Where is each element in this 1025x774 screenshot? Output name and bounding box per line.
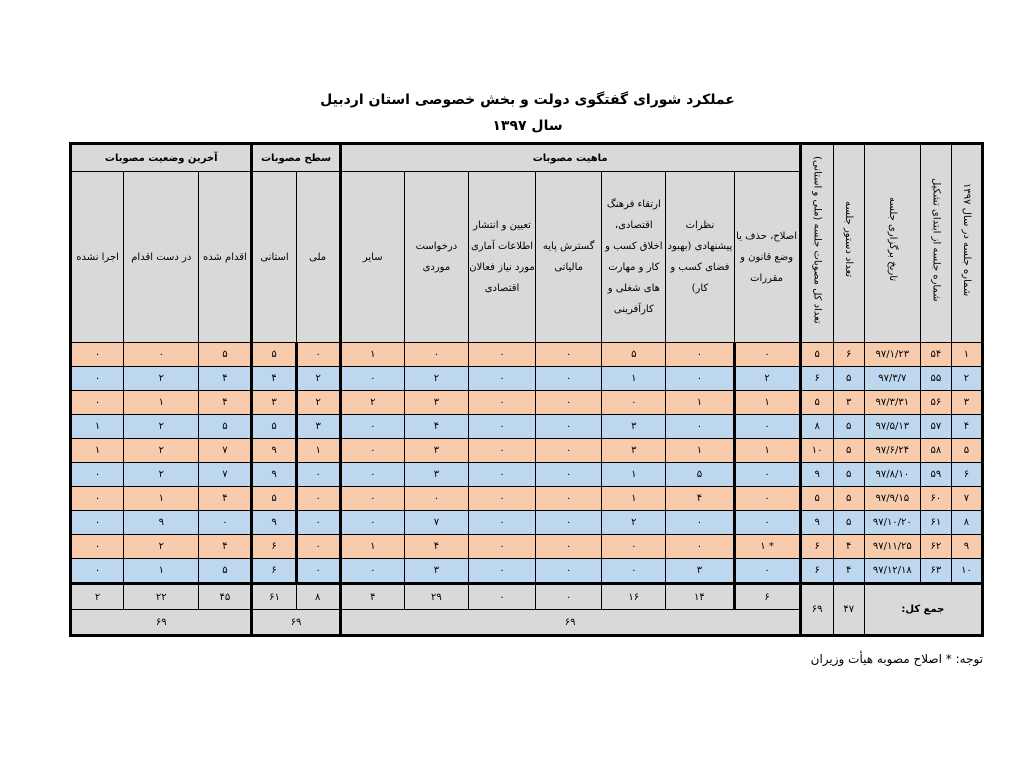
- cell-cul: ۱: [602, 463, 666, 487]
- cell-stat: ۰: [468, 511, 535, 535]
- cell-oth: ۱: [340, 343, 404, 367]
- col-agenda-count: تعداد دستور جلسه: [833, 144, 864, 343]
- cell-date: ۹۷/۸/۱۰: [864, 463, 920, 487]
- totals-other: ۴: [340, 584, 404, 610]
- col-requests: درخواست موردی: [404, 172, 468, 343]
- cell-law: ۲: [734, 367, 800, 391]
- table-row: [71, 367, 983, 391]
- col-tax-base: گسترش پایه مالیاتی: [536, 172, 602, 343]
- cell-n: ۳: [951, 391, 982, 415]
- cell-nat: ۰: [296, 487, 340, 511]
- col-other: سایر: [340, 172, 404, 343]
- cell-total: ۵: [800, 343, 833, 367]
- document-subtitle: سال ۱۳۹۷: [492, 118, 563, 134]
- cell-prog: ۰: [124, 343, 199, 367]
- totals-stats: ۰: [468, 584, 535, 610]
- cell-oth: ۰: [340, 463, 404, 487]
- cell-n: ۹: [951, 535, 982, 559]
- cell-cul: ۰: [602, 559, 666, 584]
- cell-law: ۱: [734, 439, 800, 463]
- cell-agenda: ۴: [833, 535, 864, 559]
- cell-tax: ۰: [536, 439, 602, 463]
- cell-s: ۵۹: [920, 463, 951, 487]
- cell-done: ۵: [199, 559, 252, 584]
- group-nature: ماهیت مصوبات: [340, 144, 800, 172]
- group-level: سطح مصوبات: [252, 144, 340, 172]
- table-row: [71, 487, 983, 511]
- cell-law: ۰: [734, 559, 800, 584]
- status-sum: ۶۹: [71, 610, 252, 636]
- cell-oth: ۰: [340, 559, 404, 584]
- cell-stat: ۰: [468, 487, 535, 511]
- totals-row: [71, 584, 983, 610]
- cell-prog: ۲: [124, 415, 199, 439]
- cell-prog: ۲: [124, 367, 199, 391]
- cell-total: ۵: [800, 391, 833, 415]
- cell-oth: ۰: [340, 367, 404, 391]
- cell-nat: ۱: [296, 439, 340, 463]
- cell-done: ۴: [199, 487, 252, 511]
- totals-national: ۸: [296, 584, 340, 610]
- cell-prov: ۵: [252, 343, 296, 367]
- cell-nd: ۰: [71, 511, 124, 535]
- cell-req: ۰: [404, 343, 468, 367]
- cell-nat: ۰: [296, 535, 340, 559]
- cell-oth: ۰: [340, 439, 404, 463]
- cell-nd: ۰: [71, 343, 124, 367]
- totals-tax: ۰: [536, 584, 602, 610]
- cell-oth: ۰: [340, 415, 404, 439]
- cell-tax: ۰: [536, 535, 602, 559]
- cell-req: ۳: [404, 439, 468, 463]
- totals-done: ۴۵: [199, 584, 252, 610]
- cell-s: ۶۲: [920, 535, 951, 559]
- resolutions-table: [69, 142, 984, 637]
- cell-req: ۲: [404, 367, 468, 391]
- cell-adv: ۱: [666, 391, 734, 415]
- cell-n: ۵: [951, 439, 982, 463]
- totals-agenda: ۴۷: [833, 584, 864, 636]
- cell-cul: ۱: [602, 367, 666, 391]
- totals-requests: ۲۹: [404, 584, 468, 610]
- cell-s: ۵۷: [920, 415, 951, 439]
- cell-done: ۴: [199, 391, 252, 415]
- cell-nd: ۰: [71, 367, 124, 391]
- cell-done: ۰: [199, 511, 252, 535]
- cell-prog: ۲: [124, 535, 199, 559]
- cell-prov: ۹: [252, 439, 296, 463]
- cell-stat: ۰: [468, 463, 535, 487]
- cell-date: ۹۷/۵/۱۳: [864, 415, 920, 439]
- table-row: [71, 535, 983, 559]
- cell-n: ۱۰: [951, 559, 982, 584]
- cell-prov: ۳: [252, 391, 296, 415]
- cell-adv: ۰: [666, 343, 734, 367]
- cell-req: ۳: [404, 463, 468, 487]
- cell-cul: ۰: [602, 391, 666, 415]
- totals-advisory: ۱۴: [666, 584, 734, 610]
- totals-in-progress: ۲۲: [124, 584, 199, 610]
- cell-total: ۶: [800, 535, 833, 559]
- cell-stat: ۰: [468, 439, 535, 463]
- cell-tax: ۰: [536, 415, 602, 439]
- cell-nd: ۰: [71, 391, 124, 415]
- cell-nat: ۳: [296, 415, 340, 439]
- cell-tax: ۰: [536, 391, 602, 415]
- cell-date: ۹۷/۳/۳۱: [864, 391, 920, 415]
- cell-law: ۰: [734, 511, 800, 535]
- cell-stat: ۰: [468, 343, 535, 367]
- cell-agenda: ۵: [833, 439, 864, 463]
- cell-s: ۶۰: [920, 487, 951, 511]
- cell-nd: ۱: [71, 415, 124, 439]
- cell-prov: ۵: [252, 487, 296, 511]
- cell-tax: ۰: [536, 511, 602, 535]
- cell-tax: ۰: [536, 367, 602, 391]
- cell-req: ۳: [404, 559, 468, 584]
- cell-date: ۹۷/۹/۱۵: [864, 487, 920, 511]
- col-done: اقدام شده: [199, 172, 252, 343]
- col-national: ملی: [296, 172, 340, 343]
- cell-s: ۵۸: [920, 439, 951, 463]
- cell-done: ۴: [199, 535, 252, 559]
- col-session-since-start: شماره جلسه از ابتدای تشکیل: [920, 144, 951, 343]
- cell-done: ۷: [199, 463, 252, 487]
- cell-adv: ۰: [666, 511, 734, 535]
- cell-cul: ۰: [602, 535, 666, 559]
- table-row: [71, 391, 983, 415]
- cell-s: ۵۴: [920, 343, 951, 367]
- cell-date: ۹۷/۱۲/۱۸: [864, 559, 920, 584]
- cell-adv: ۵: [666, 463, 734, 487]
- cell-total: ۹: [800, 511, 833, 535]
- cell-agenda: ۵: [833, 367, 864, 391]
- cell-s: ۵۶: [920, 391, 951, 415]
- table-row: [71, 463, 983, 487]
- cell-nd: ۱: [71, 439, 124, 463]
- col-law-reform: اصلاح، حذف یا وضع قانون و مقررات: [734, 172, 800, 343]
- cell-n: ۶: [951, 463, 982, 487]
- cell-prov: ۴: [252, 367, 296, 391]
- cell-adv: ۰: [666, 535, 734, 559]
- cell-agenda: ۵: [833, 415, 864, 439]
- cell-oth: ۱: [340, 535, 404, 559]
- cell-prog: ۱: [124, 487, 199, 511]
- cell-adv: ۴: [666, 487, 734, 511]
- cell-total: ۱۰: [800, 439, 833, 463]
- cell-agenda: ۵: [833, 487, 864, 511]
- cell-prov: ۹: [252, 511, 296, 535]
- cell-cul: ۱: [602, 487, 666, 511]
- cell-prov: ۶: [252, 559, 296, 584]
- cell-tax: ۰: [536, 343, 602, 367]
- cell-total: ۵: [800, 487, 833, 511]
- cell-nd: ۰: [71, 559, 124, 584]
- cell-total: ۹: [800, 463, 833, 487]
- totals-total: ۶۹: [800, 584, 833, 636]
- cell-prov: ۵: [252, 415, 296, 439]
- cell-nat: ۰: [296, 463, 340, 487]
- totals-not-done: ۲: [71, 584, 124, 610]
- cell-tax: ۰: [536, 487, 602, 511]
- cell-agenda: ۵: [833, 511, 864, 535]
- cell-stat: ۰: [468, 367, 535, 391]
- col-date: تاریخ برگزاری جلسه: [864, 144, 920, 343]
- col-in-progress: در دست اقدام: [124, 172, 199, 343]
- totals-provincial: ۶۱: [252, 584, 296, 610]
- cell-nat: ۰: [296, 559, 340, 584]
- cell-req: ۷: [404, 511, 468, 535]
- cell-agenda: ۳: [833, 391, 864, 415]
- cell-adv: ۰: [666, 415, 734, 439]
- totals-culture: ۱۶: [602, 584, 666, 610]
- cell-n: ۴: [951, 415, 982, 439]
- cell-oth: ۲: [340, 391, 404, 415]
- cell-nd: ۰: [71, 487, 124, 511]
- cell-date: ۹۷/۳/۷: [864, 367, 920, 391]
- cell-req: ۴: [404, 535, 468, 559]
- cell-cul: ۳: [602, 439, 666, 463]
- cell-cul: ۵: [602, 343, 666, 367]
- cell-nat: ۰: [296, 511, 340, 535]
- cell-stat: ۰: [468, 391, 535, 415]
- cell-stat: ۰: [468, 535, 535, 559]
- cell-req: ۴: [404, 415, 468, 439]
- cell-prog: ۲: [124, 463, 199, 487]
- footnote: توجه: * اصلاح مصوبه هیأت وزیران: [810, 652, 983, 666]
- cell-nat: ۲: [296, 391, 340, 415]
- cell-nd: ۰: [71, 463, 124, 487]
- cell-nd: ۰: [71, 535, 124, 559]
- cell-prov: ۶: [252, 535, 296, 559]
- cell-tax: ۰: [536, 463, 602, 487]
- cell-n: ۸: [951, 511, 982, 535]
- cell-prov: ۹: [252, 463, 296, 487]
- table-row: [71, 415, 983, 439]
- cell-adv: ۰: [666, 367, 734, 391]
- cell-nat: ۲: [296, 367, 340, 391]
- cell-n: ۲: [951, 367, 982, 391]
- cell-done: ۷: [199, 439, 252, 463]
- cell-agenda: ۴: [833, 559, 864, 584]
- cell-done: ۵: [199, 415, 252, 439]
- nature-sum: ۶۹: [340, 610, 800, 636]
- col-stats: تعیین و انتشار اطلاعات آماری مورد نیاز فعالان اقتصادی: [468, 172, 535, 343]
- table-body: [71, 343, 983, 584]
- cell-prog: ۱: [124, 391, 199, 415]
- totals-law: ۶: [734, 584, 800, 610]
- col-session-in-year: شماره جلسه در سال ۱۳۹۷: [951, 144, 982, 343]
- cell-total: ۸: [800, 415, 833, 439]
- cell-date: ۹۷/۱۱/۲۵: [864, 535, 920, 559]
- cell-prog: ۲: [124, 439, 199, 463]
- col-advisory: نظرات پیشنهادی (بهبود فضای کسب و کار): [666, 172, 734, 343]
- cell-date: ۹۷/۱/۲۳: [864, 343, 920, 367]
- col-provincial: استانی: [252, 172, 296, 343]
- cell-done: ۴: [199, 367, 252, 391]
- cell-cul: ۳: [602, 415, 666, 439]
- cell-total: ۶: [800, 559, 833, 584]
- cell-date: ۹۷/۱۰/۲۰: [864, 511, 920, 535]
- cell-adv: ۳: [666, 559, 734, 584]
- totals-label: جمع کل:: [864, 584, 982, 636]
- cell-s: ۵۵: [920, 367, 951, 391]
- level-sum: ۶۹: [252, 610, 340, 636]
- cell-adv: ۱: [666, 439, 734, 463]
- col-total-resolutions: تعداد کل مصوبات جلسه (ملی و استانی): [800, 144, 833, 343]
- cell-agenda: ۶: [833, 343, 864, 367]
- table-row: [71, 511, 983, 535]
- cell-oth: ۰: [340, 487, 404, 511]
- cell-law: ۰: [734, 463, 800, 487]
- document-title: عملکرد شورای گفتگوی دولت و بخش خصوصی استان اردبیل: [320, 92, 735, 108]
- col-not-done: اجرا نشده: [71, 172, 124, 343]
- cell-n: ۷: [951, 487, 982, 511]
- cell-agenda: ۵: [833, 463, 864, 487]
- cell-req: ۰: [404, 487, 468, 511]
- cell-prog: ۹: [124, 511, 199, 535]
- cell-n: ۱: [951, 343, 982, 367]
- cell-total: ۶: [800, 367, 833, 391]
- cell-stat: ۰: [468, 415, 535, 439]
- cell-done: ۵: [199, 343, 252, 367]
- cell-cul: ۲: [602, 511, 666, 535]
- cell-oth: ۰: [340, 511, 404, 535]
- table-row: [71, 343, 983, 367]
- cell-law: ۰: [734, 487, 800, 511]
- cell-s: ۶۳: [920, 559, 951, 584]
- col-culture: ارتقاء فرهنگ اقتصادی، اخلاق کسب و کار و مهارت های شغلی و کارآفرینی: [602, 172, 666, 343]
- cell-req: ۳: [404, 391, 468, 415]
- cell-law: ۰: [734, 415, 800, 439]
- cell-stat: ۰: [468, 559, 535, 584]
- group-status: آخرین وضعیت مصوبات: [71, 144, 252, 172]
- cell-date: ۹۷/۶/۲۴: [864, 439, 920, 463]
- cell-nat: ۰: [296, 343, 340, 367]
- cell-prog: ۱: [124, 559, 199, 584]
- table-row: [71, 559, 983, 584]
- cell-law: * ۱: [734, 535, 800, 559]
- table-row: [71, 439, 983, 463]
- cell-law: ۱: [734, 391, 800, 415]
- cell-s: ۶۱: [920, 511, 951, 535]
- cell-law: ۰: [734, 343, 800, 367]
- cell-tax: ۰: [536, 559, 602, 584]
